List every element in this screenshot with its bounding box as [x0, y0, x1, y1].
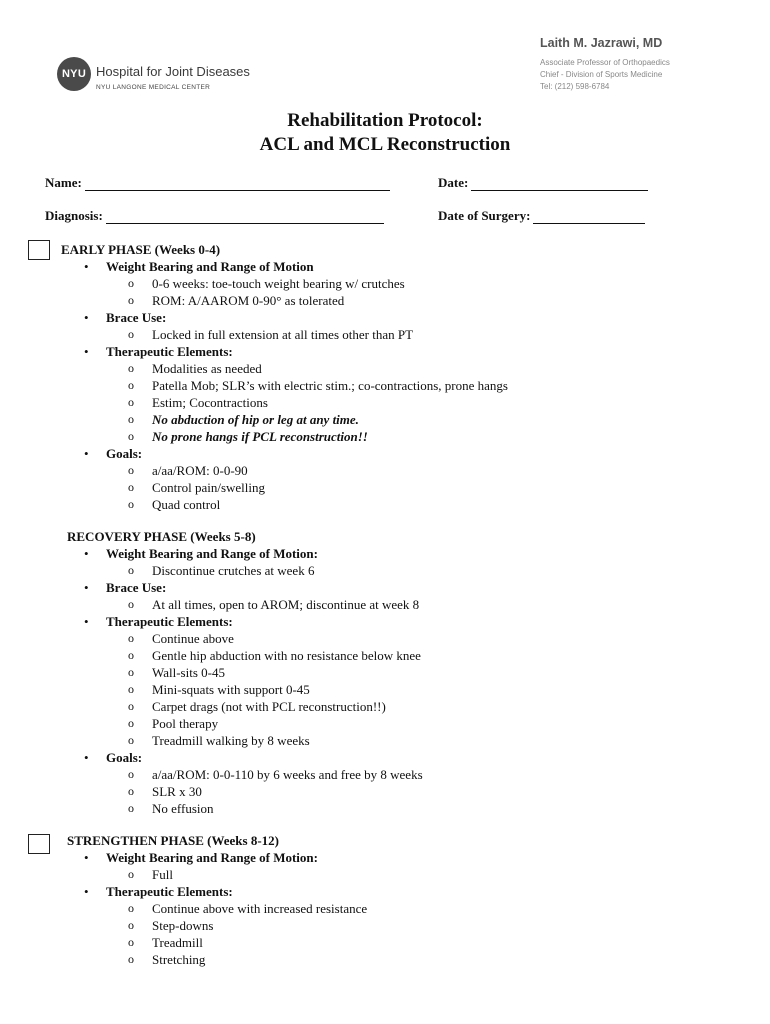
item-text: Carpet drags (not with PCL reconstruction!!) — [152, 699, 386, 714]
logo-mark: NYU — [61, 68, 87, 80]
item-text: Treadmill — [152, 935, 203, 950]
group-label: Therapeutic Elements: — [106, 344, 233, 359]
bullet-icon: • — [84, 614, 89, 629]
circle-bullet-icon: o — [128, 276, 134, 290]
diagnosis-field[interactable] — [45, 208, 384, 224]
circle-bullet-icon: o — [128, 952, 134, 966]
bullet-icon: • — [84, 750, 89, 765]
name-label: Name: — [45, 175, 82, 190]
list-group — [61, 545, 767, 562]
list-item — [61, 630, 767, 647]
item-text: Treadmill walking by 8 weeks — [152, 733, 310, 748]
circle-bullet-icon: o — [128, 682, 134, 696]
item-text: Pool therapy — [152, 716, 219, 731]
early-phase-checkbox[interactable] — [28, 240, 50, 260]
item-text: a/aa/ROM: 0-0-90 — [152, 463, 248, 478]
surgery-date-label: Date of Surgery: — [438, 208, 531, 223]
item-text: Mini-squats with support 0-45 — [152, 682, 310, 697]
bullet-icon: • — [84, 310, 89, 325]
group-label: Weight Bearing and Range of Motion: — [106, 850, 318, 865]
recovery-phase-section — [67, 528, 767, 817]
phase-title: EARLY PHASE (Weeks 0-4) — [61, 242, 221, 257]
list-item — [61, 462, 761, 479]
circle-bullet-icon: o — [128, 361, 134, 375]
list-item — [61, 934, 767, 951]
list-item — [61, 951, 767, 968]
list-group — [61, 579, 767, 596]
item-text: Discontinue crutches at week 6 — [152, 563, 315, 578]
document-title-line-2: ACL and MCL Reconstruction — [259, 134, 511, 155]
circle-bullet-icon: o — [128, 395, 134, 409]
item-text: 0-6 weeks: toe-touch weight bearing w/ crutches — [152, 276, 405, 291]
group-label: Therapeutic Elements: — [106, 884, 233, 899]
list-group — [61, 883, 767, 900]
circle-bullet-icon: o — [128, 918, 134, 932]
item-text: Modalities as needed — [152, 361, 262, 376]
name-field[interactable] — [45, 175, 390, 191]
circle-bullet-icon: o — [128, 327, 134, 341]
group-label: Goals: — [106, 446, 143, 461]
list-item — [61, 698, 767, 715]
circle-bullet-icon: o — [128, 648, 134, 662]
diagnosis-label: Diagnosis: — [45, 208, 103, 223]
bullet-icon: • — [84, 850, 89, 865]
doctor-title: Associate Professor of Orthopaedics — [540, 58, 670, 67]
circle-bullet-icon: o — [128, 429, 134, 443]
item-text: Full — [152, 867, 173, 882]
group-label: Brace Use: — [106, 580, 167, 595]
bullet-icon: • — [84, 259, 89, 274]
institution-name: Hospital for Joint Diseases — [96, 64, 250, 79]
list-item — [61, 479, 761, 496]
list-item — [61, 900, 767, 917]
circle-bullet-icon: o — [128, 767, 134, 781]
list-item — [61, 715, 767, 732]
list-item — [61, 377, 761, 394]
doctor-role: Chief - Division of Sports Medicine — [540, 70, 663, 79]
group-label: Brace Use: — [106, 310, 167, 325]
item-text: No prone hangs if PCL reconstruction!! — [152, 429, 368, 444]
circle-bullet-icon: o — [128, 716, 134, 730]
item-text: a/aa/ROM: 0-0-110 by 6 weeks and free by 8 weeks — [152, 767, 423, 782]
group-label: Weight Bearing and Range of Motion: — [106, 546, 318, 561]
list-item — [61, 275, 761, 292]
list-group — [61, 445, 761, 462]
list-item — [61, 800, 767, 817]
surgery-date-field[interactable] — [438, 208, 645, 224]
list-item — [61, 394, 761, 411]
list-group — [61, 258, 761, 275]
doctor-name: Laith M. Jazrawi, MD — [540, 36, 663, 50]
list-group — [61, 749, 767, 766]
institution-subtitle: NYU LANGONE MEDICAL CENTER — [96, 84, 211, 91]
letterhead — [0, 0, 770, 100]
phase-title: STRENGTHEN PHASE (Weeks 8-12) — [67, 833, 279, 848]
item-text: No effusion — [152, 801, 214, 816]
item-text: Step-downs — [152, 918, 214, 933]
circle-bullet-icon: o — [128, 378, 134, 392]
list-item — [61, 326, 761, 343]
list-item — [61, 783, 767, 800]
list-group — [61, 613, 767, 630]
circle-bullet-icon: o — [128, 901, 134, 915]
nyu-logo — [57, 57, 91, 91]
list-item — [61, 681, 767, 698]
bullet-icon: • — [84, 344, 89, 359]
surgery-date-input-line[interactable] — [533, 210, 645, 224]
circle-bullet-icon: o — [128, 412, 134, 426]
list-group — [61, 309, 761, 326]
circle-bullet-icon: o — [128, 801, 134, 815]
item-text: Quad control — [152, 497, 221, 512]
bullet-icon: • — [84, 546, 89, 561]
list-item — [61, 917, 767, 934]
item-text: Wall-sits 0-45 — [152, 665, 225, 680]
group-label: Goals: — [106, 750, 143, 765]
circle-bullet-icon: o — [128, 699, 134, 713]
list-item — [61, 562, 767, 579]
list-item — [61, 360, 761, 377]
item-text: Estim; Cocontractions — [152, 395, 268, 410]
item-text: At all times, open to AROM; discontinue at week 8 — [152, 597, 420, 612]
circle-bullet-icon: o — [128, 563, 134, 577]
item-text: ROM: A/AAROM 0-90° as tolerated — [152, 293, 345, 308]
circle-bullet-icon: o — [128, 631, 134, 645]
list-group — [61, 849, 767, 866]
list-item — [61, 732, 767, 749]
bullet-icon: • — [84, 446, 89, 461]
list-item — [61, 866, 767, 883]
circle-bullet-icon: o — [128, 733, 134, 747]
date-input-line[interactable] — [471, 177, 648, 191]
list-item — [61, 596, 767, 613]
circle-bullet-icon: o — [128, 867, 134, 881]
circle-bullet-icon: o — [128, 665, 134, 679]
item-text: Control pain/swelling — [152, 480, 266, 495]
list-group — [61, 343, 761, 360]
strengthen-phase-checkbox[interactable] — [28, 834, 50, 854]
item-text: Patella Mob; SLR’s with electric stim.; co-contractions, prone hangs — [152, 378, 508, 393]
list-item — [61, 428, 761, 445]
phase-title: RECOVERY PHASE (Weeks 5-8) — [67, 529, 256, 544]
date-field[interactable] — [438, 175, 648, 191]
circle-bullet-icon: o — [128, 497, 134, 511]
doctor-phone: Tel: (212) 598-6784 — [540, 82, 610, 91]
list-item — [61, 411, 761, 428]
document-title-line-1: Rehabilitation Protocol: — [287, 110, 483, 131]
bullet-icon: • — [84, 580, 89, 595]
name-input-line[interactable] — [85, 177, 390, 191]
list-item — [61, 647, 767, 664]
list-item — [61, 292, 761, 309]
circle-bullet-icon: o — [128, 463, 134, 477]
list-item — [61, 664, 767, 681]
item-text: Continue above with increased resistance — [152, 901, 368, 916]
item-text: Locked in full extension at all times other than PT — [152, 327, 414, 342]
group-label: Therapeutic Elements: — [106, 614, 233, 629]
circle-bullet-icon: o — [128, 784, 134, 798]
circle-bullet-icon: o — [128, 293, 134, 307]
item-text: No abduction of hip or leg at any time. — [152, 412, 359, 427]
date-label: Date: — [438, 175, 469, 190]
doctor-block — [540, 36, 670, 93]
item-text: Continue above — [152, 631, 234, 646]
bullet-icon: • — [84, 884, 89, 899]
strengthen-phase-section — [67, 832, 767, 968]
circle-bullet-icon: o — [128, 597, 134, 611]
circle-bullet-icon: o — [128, 935, 134, 949]
diagnosis-input-line[interactable] — [106, 210, 384, 224]
group-label: Weight Bearing and Range of Motion — [106, 259, 314, 274]
item-text: Stretching — [152, 952, 206, 967]
early-phase-section — [61, 241, 761, 513]
circle-bullet-icon: o — [128, 480, 134, 494]
item-text: Gentle hip abduction with no resistance below knee — [152, 648, 421, 663]
item-text: SLR x 30 — [152, 784, 202, 799]
list-item — [61, 496, 761, 513]
list-item — [61, 766, 767, 783]
